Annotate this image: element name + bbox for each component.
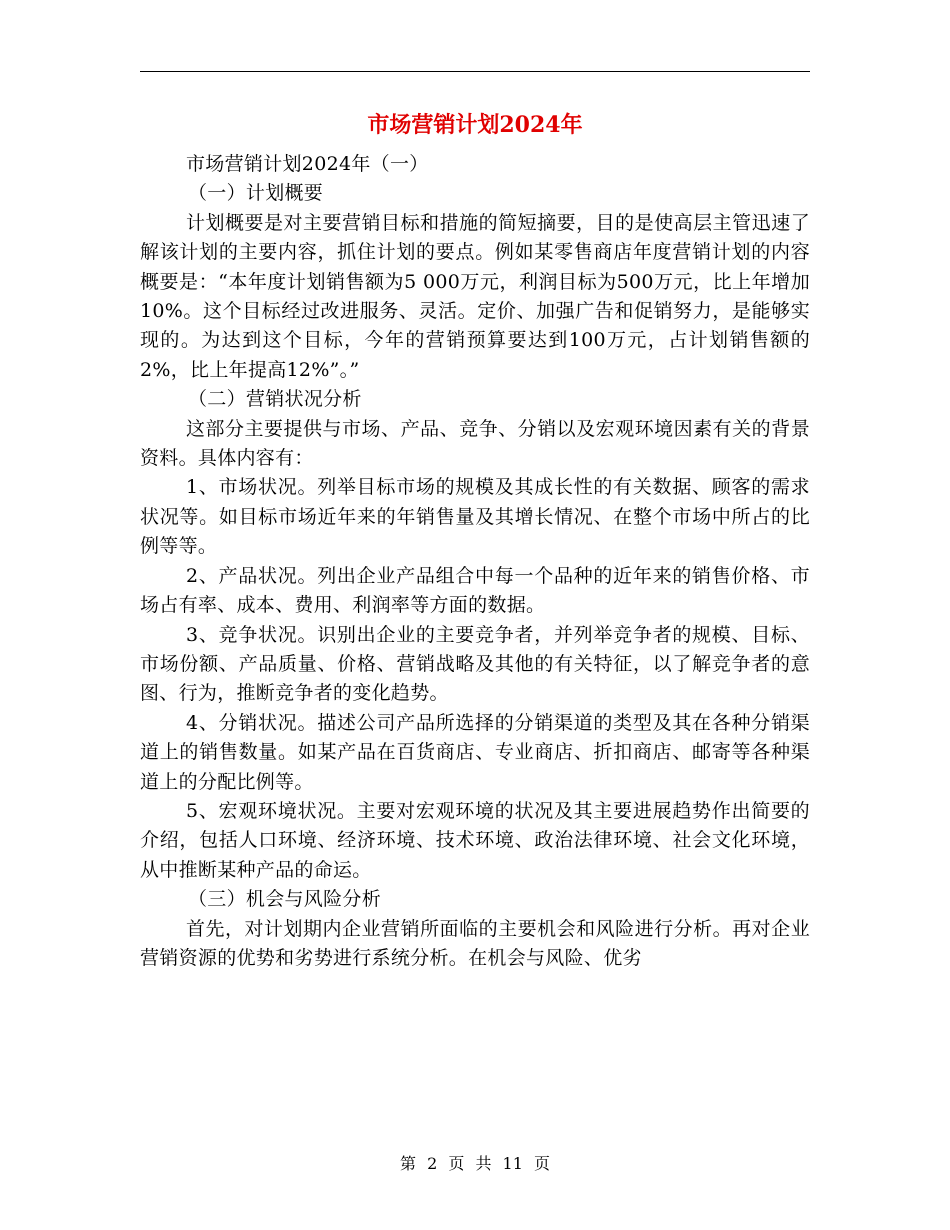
paragraph-subtitle: 市场营销计划2024年（一）	[186, 153, 429, 175]
paragraph-macro-environment: 5、宏观环境状况。主要对宏观环境的状况及其主要进展趋势作出简要的介绍，包括人口环境、经济环境、技术环境、政治法律环境、社会文化环境，从中推断某种产品的命运。	[140, 799, 810, 881]
document-title: 市场营销计划2024年	[367, 112, 583, 138]
section-heading-plan-summary: （一）计划概要	[188, 182, 324, 205]
document-body	[140, 150, 810, 973]
section-heading-opportunity-risk: （三）机会与风险分析	[188, 888, 382, 911]
paragraph-market-status: 1、市场状况。列举目标市场的规模及其成长性的有关数据、顾客的需求状况等。如目标市场近年来的年销售量及其增长情况、在整个市场中所占的比例等等。	[140, 476, 810, 558]
page-footer: 第 2 页 共 11 页	[400, 1154, 550, 1173]
paragraph-distribution-status: 4、分销状况。描述公司产品所选择的分销渠道的类型及其在各种分销渠道上的销售数量。如某产品在百货商店、专业商店、折扣商店、邮寄等各种渠道上的分配比例等。	[140, 711, 810, 793]
paragraph-competition-status: 3、竞争状况。识别出企业的主要竞争者，并列举竞争者的规模、目标、市场份额、产品质量、价格、营销战略及其他的有关特征，以了解竞争者的意图、行为，推断竞争者的变化趋势。	[140, 623, 810, 705]
paragraph-situation-intro: 这部分主要提供与市场、产品、竞争、分销以及宏观环境因素有关的背景资料。具体内容有：	[140, 417, 810, 470]
section-heading-marketing-situation: （二）营销状况分析	[188, 388, 362, 411]
paragraph-plan-summary: 计划概要是对主要营销目标和措施的简短摘要，目的是使高层主管迅速了解该计划的主要内容，抓住计划的要点。例如某零售商店年度营销计划的内容概要是：“本年度计划销售额为5 000万元，利润目标为500万元，比上年增加10%。这个目标经过改进服务、灵活。定价、加强广告和促销努力，是能够实现的。为达到这个目标，今年的营销预算要达到100万元，占计划销售额的2%，比上年提高12%”。”	[140, 211, 810, 381]
paragraph-product-status: 2、产品状况。列出企业产品组合中每一个品种的近年来的销售价格、市场占有率、成本、费用、利润率等方面的数据。	[140, 564, 810, 617]
header-rule	[140, 71, 810, 72]
paragraph-opportunity-risk: 首先，对计划期内企业营销所面临的主要机会和风险进行分析。再对企业营销资源的优势和劣势进行系统分析。在机会与风险、优劣	[140, 917, 810, 969]
